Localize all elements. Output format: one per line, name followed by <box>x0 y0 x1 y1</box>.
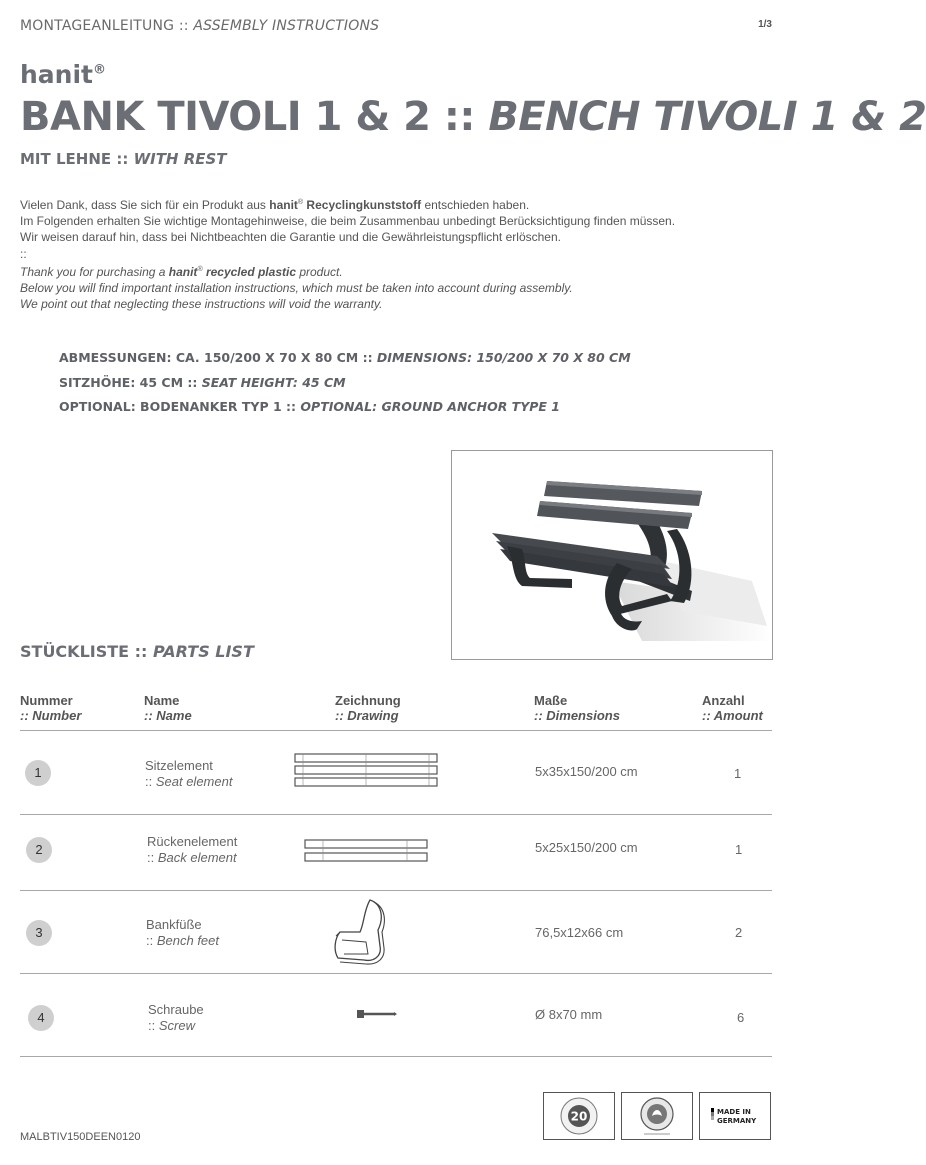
part-number-badge: 3 <box>26 920 52 946</box>
intro-en-line-1: Thank you for purchasing a hanit® recycled plastic product. <box>20 264 343 279</box>
part-amount: 1 <box>734 766 742 781</box>
part-dimensions: 5x25x150/200 cm <box>535 840 638 855</box>
table-row-rule <box>20 1056 772 1057</box>
warranty-20-icon <box>543 1092 615 1140</box>
col-header-name: Name :: Name <box>144 693 192 723</box>
part-name: Rückenelement :: Back element <box>147 834 238 865</box>
spec-dimensions: ABMESSUNGEN: CA. 150/200 X 70 X 80 CM :: DIMENSIONS: 150/200 X 70 X 80 CM <box>59 350 631 365</box>
part-dimensions: Ø 8x70 mm <box>535 1007 603 1022</box>
intro-de-line-3: Wir weisen darauf hin, dass bei Nichtbeachten die Garantie und die Gewährleistungspflicht erlöschen. <box>20 230 561 245</box>
svg-text:20: 20 <box>570 1109 588 1124</box>
document-code: MALBTIV150DEEN0120 <box>20 1131 141 1143</box>
parts-list-heading: STÜCKLISTE :: PARTS LIST <box>20 642 254 661</box>
intro-separator: :: <box>20 246 27 261</box>
part-number-badge: 2 <box>26 837 52 863</box>
svg-text:GERMANY: GERMANY <box>717 1117 757 1125</box>
part-dimensions: 5x35x150/200 cm <box>535 764 638 779</box>
part-number-badge: 1 <box>25 760 51 786</box>
col-header-dimensions: Maße :: Dimensions <box>534 693 620 723</box>
part-number-badge: 4 <box>28 1005 54 1031</box>
intro-de-line-2: Im Folgenden erhalten Sie wichtige Montagehinweise, die beim Zusammenbau unbedingt Berücksichtigung finden müssen. <box>20 214 676 229</box>
part-name: Schraube :: Screw <box>148 1002 204 1033</box>
brand-name: hanit <box>20 60 93 89</box>
screw-drawing <box>356 1008 398 1020</box>
table-header-rule <box>20 730 772 731</box>
spec-ground-anchor: OPTIONAL: BODENANKER TYP 1 :: OPTIONAL: GROUND ANCHOR TYPE 1 <box>59 399 561 414</box>
brand-logo <box>20 60 106 89</box>
part-amount: 1 <box>735 842 743 857</box>
page-subtitle <box>20 150 227 168</box>
subtitle-en: WITH REST <box>133 150 227 168</box>
part-dimensions: 76,5x12x66 cm <box>535 925 624 940</box>
part-amount: 6 <box>737 1010 745 1025</box>
product-image <box>451 450 773 660</box>
page-title-en: BENCH TIVOLI 1 & 2 <box>488 94 926 140</box>
intro-en-line-3: We point out that neglecting these instructions will void the warranty. <box>20 297 383 312</box>
part-amount: 2 <box>735 925 743 940</box>
page-title-de: BANK TIVOLI 1 & 2 :: <box>20 94 489 140</box>
blue-angel-icon <box>621 1092 693 1140</box>
col-header-amount: Anzahl :: Amount <box>702 693 763 723</box>
specifications <box>59 346 631 420</box>
page-title <box>20 94 926 140</box>
intro-en-line-2: Below you will find important installation instructions, which must be taken into account during assembly. <box>20 281 573 296</box>
brand-registered-mark: ® <box>93 62 106 78</box>
header-title-en: ASSEMBLY INSTRUCTIONS <box>193 18 380 34</box>
spec-seat-height: SITZHÖHE: 45 CM :: SEAT HEIGHT: 45 CM <box>59 374 346 390</box>
intro-de-line-1: Vielen Dank, dass Sie sich für ein Produkt aus hanit® Recyclingkunststoff entschieden haben. <box>20 198 530 212</box>
svg-text:MADE IN: MADE IN <box>717 1108 751 1116</box>
seat-element-drawing <box>293 752 439 790</box>
header-title-de: MONTAGEANLEITUNG :: <box>20 18 194 34</box>
part-name: Bankfüße :: Bench feet <box>146 917 219 948</box>
intro-text <box>20 195 675 312</box>
col-header-drawing: Zeichnung :: Drawing <box>335 693 401 723</box>
table-row-rule <box>20 890 772 891</box>
col-header-number: Nummer :: Number <box>20 693 82 723</box>
table-row-rule <box>20 973 772 974</box>
page-number: 1/3 <box>758 19 772 30</box>
made-in-germany-icon <box>699 1092 771 1140</box>
table-row-rule <box>20 814 772 815</box>
bench-illustration <box>452 451 772 659</box>
document-header <box>20 18 379 34</box>
bench-feet-drawing <box>330 896 390 968</box>
subtitle-de: MIT LEHNE :: <box>20 150 134 168</box>
back-element-drawing <box>303 838 429 864</box>
part-name: Sitzelement :: Seat element <box>145 758 233 789</box>
